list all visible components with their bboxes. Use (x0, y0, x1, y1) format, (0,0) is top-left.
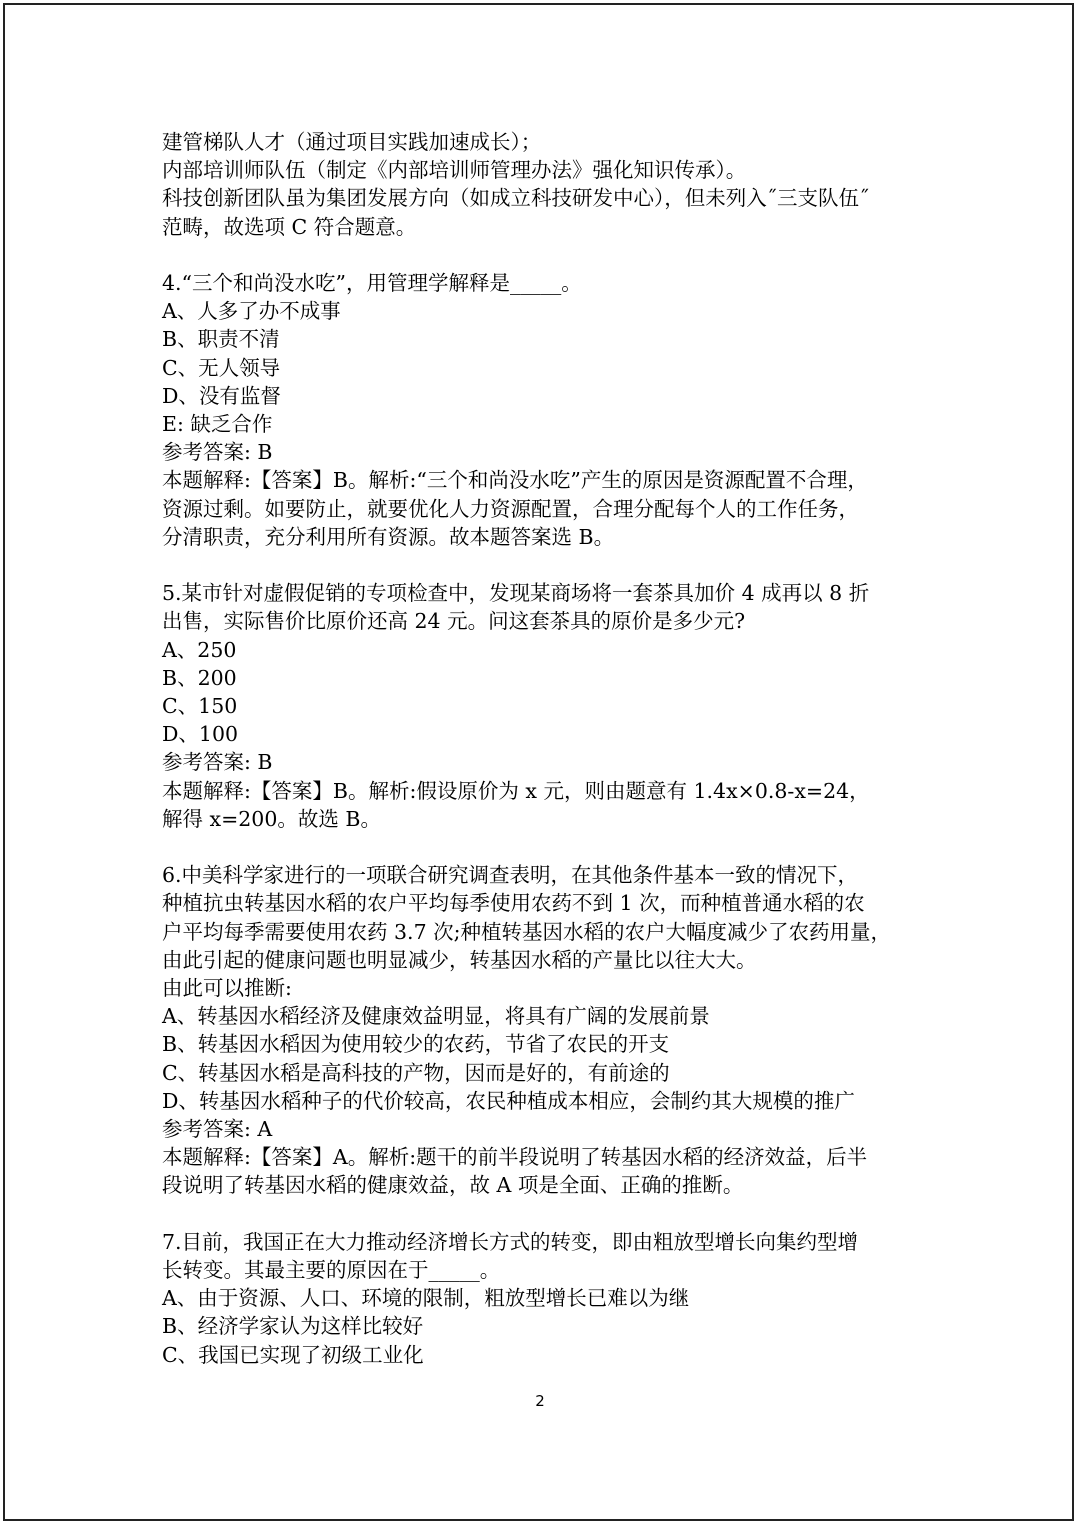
intro-line: 范畴，故选项 C 符合题意。 (162, 214, 417, 239)
explanation-line: 本题解释:【答案】A。解析:题干的前半段说明了转基因水稻的经济效益，后半 (162, 1145, 868, 1170)
option-c: C、我国已实现了初级工业化 (162, 1342, 424, 1367)
option-a: A、250 (162, 637, 237, 662)
question-text: 4.“三个和尚没水吃”，用管理学解释是_____。 (162, 271, 582, 295)
explanation-line: 本题解释:【答案】B。解析:“三个和尚没水吃”产生的原因是资源配置不合理， (162, 468, 868, 493)
reference-answer: 参考答案: B (162, 750, 273, 775)
question-prompt: 由此可以推断: (162, 976, 292, 1001)
intro-line: 科技创新团队虽为集团发展方向（如成立科技研发中心），但未列入˝三支队伍˝ (162, 186, 870, 211)
intro-line: 建管梯队人才（通过项目实践加速成长）； (162, 130, 542, 154)
option-d: D、100 (162, 722, 239, 747)
intro-section (162, 128, 932, 241)
option-d: D、转基因水稻种子的代价较高，农民种植成本相应，会制约其大规模的推广 (162, 1088, 855, 1113)
option-d: D、没有监督 (162, 383, 281, 408)
option-c: C、150 (162, 694, 238, 719)
question-5 (162, 579, 932, 833)
question-text: 户平均每季需要使用农药 3.7 次;种植转基因水稻的农户大幅度减少了农药用量， (162, 919, 892, 944)
option-a: A、人多了办不成事 (162, 299, 341, 324)
question-text: 7.目前，我国正在大力推动经济增长方式的转变，即由粗放型增长向集约型增 (162, 1229, 859, 1254)
option-b: B、经济学家认为这样比较好 (162, 1314, 424, 1339)
intro-line: 内部培训师队伍（制定《内部培训师管理办法》强化知识传承）。 (162, 158, 747, 183)
option-a: A、转基因水稻经济及健康效益明显，将具有广阔的发展前景 (162, 1004, 710, 1029)
explanation-line: 分清职责，充分利用所有资源。故本题答案选 B。 (162, 524, 615, 549)
option-b: B、转基因水稻因为使用较少的农药，节省了农民的开支 (162, 1032, 670, 1057)
question-text: 出售，实际售价比原价还高 24 元。问这套茶具的原价是多少元? (162, 609, 746, 634)
question-text: 6.中美科学家进行的一项联合研究调查表明，在其他条件基本一致的情况下， (162, 863, 859, 888)
explanation-line: 解得 x=200。故选 B。 (162, 806, 381, 831)
question-7 (162, 1228, 932, 1369)
option-c: C、无人领导 (162, 355, 281, 380)
option-e: E: 缺乏合作 (162, 412, 273, 437)
explanation-line: 本题解释:【答案】B。解析:假设原价为 x 元，则由题意有 1.4x×0.8-x=24， (162, 778, 870, 803)
explanation-line: 段说明了转基因水稻的健康效益，故 A 项是全面、正确的推断。 (162, 1173, 744, 1198)
page-number: 2 (535, 1392, 545, 1410)
option-b: B、职责不清 (162, 327, 280, 352)
option-a: A、由于资源、人口、环境的限制，粗放型增长已难以为继 (162, 1286, 690, 1311)
reference-answer: 参考答案: B (162, 440, 273, 465)
question-text: 种植抗虫转基因水稻的农户平均每季使用农药不到 1 次，而种植普通水稻的农 (162, 891, 865, 916)
question-text: 5.某市针对虚假促销的专项检查中，发现某商场将一套茶具加价 4 成再以 8 折 (162, 581, 870, 606)
question-6 (162, 861, 932, 1199)
option-b: B、200 (162, 665, 237, 690)
question-text: 由此引起的健康问题也明显减少，转基因水稻的产量比以往大大。 (162, 947, 757, 972)
question-4 (162, 269, 932, 551)
explanation-line: 资源过剩。如要防止，就要优化人力资源配置，合理分配每个人的工作任务， (162, 496, 859, 521)
question-text: 长转变。其最主要的原因在于_____。 (162, 1258, 501, 1283)
option-c: C、转基因水稻是高科技的产物，因而是好的，有前途的 (162, 1060, 670, 1085)
reference-answer: 参考答案: A (162, 1117, 273, 1142)
document-body (162, 128, 932, 1369)
